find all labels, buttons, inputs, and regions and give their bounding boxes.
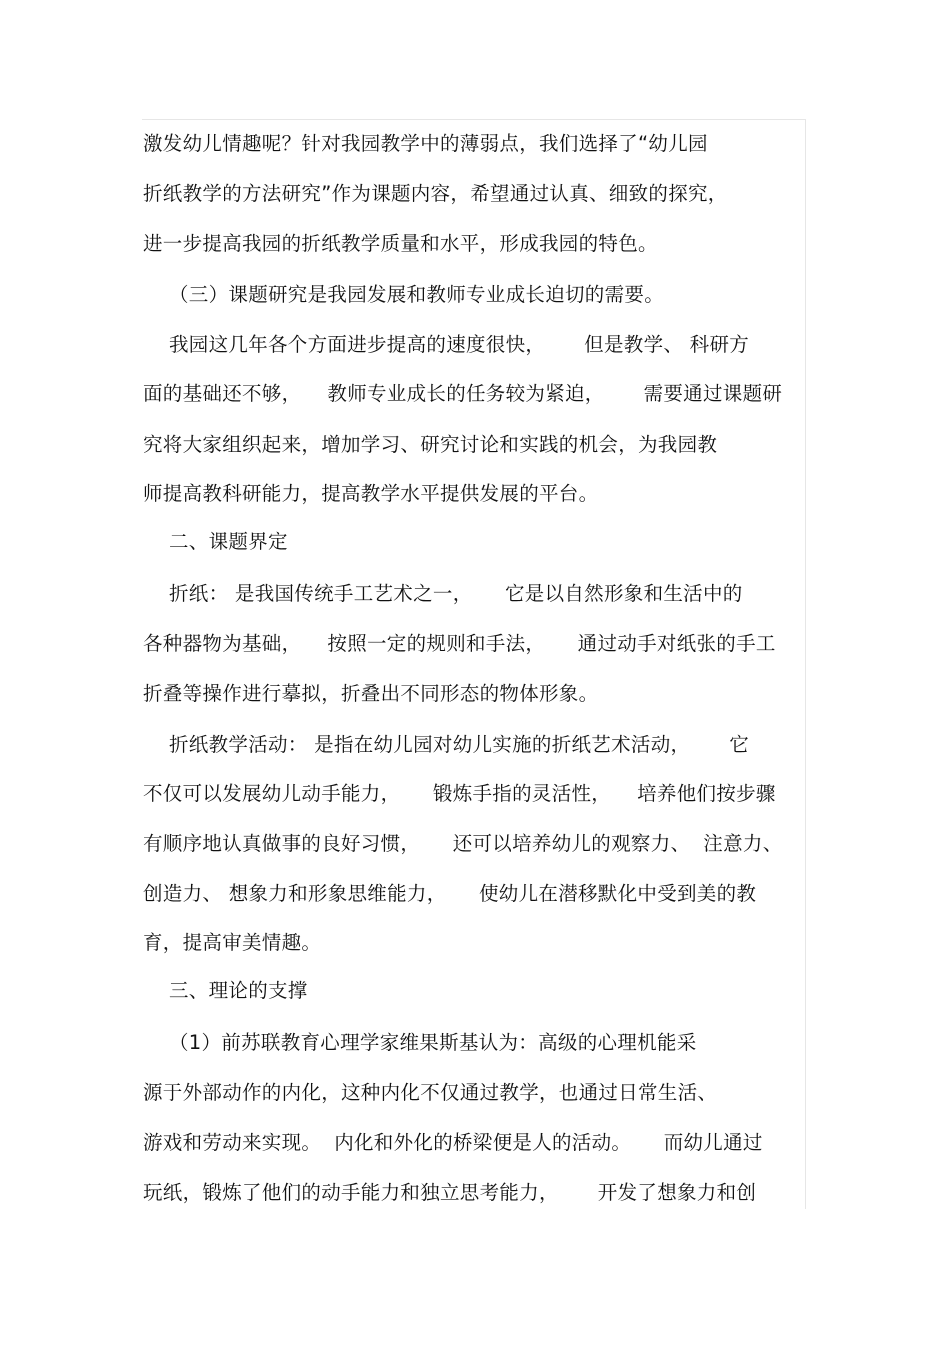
text-line: 折纸： 是我国传统手工艺术之一， 它是以自然形象和生活中的 bbox=[143, 582, 743, 605]
text-line: 创造力、 想象力和形象思维能力， 使幼儿在潜移默化中受到美的教 bbox=[143, 882, 757, 905]
text-line: 究将大家组织起来，增加学习、研究讨论和实践的机会，为我园教 bbox=[143, 433, 718, 456]
section-heading: 三、理论的支撑 bbox=[143, 979, 308, 1002]
text-line: 育，提高审美情趣。 bbox=[143, 931, 322, 954]
text-line: 激发幼儿情趣呢？针对我园教学中的薄弱点，我们选择了“幼儿园 bbox=[143, 132, 708, 155]
text-line: 不仅可以发展幼儿动手能力， 锻炼手指的灵活性， 培养他们按步骤 bbox=[143, 782, 776, 805]
text-line: 进一步提高我园的折纸教学质量和水平，形成我园的特色。 bbox=[143, 232, 658, 255]
section-heading: （三）课题研究是我园发展和教师专业成长迫切的需要。 bbox=[143, 283, 664, 306]
text-line: （1）前苏联教育心理学家维果斯基认为：高级的心理机能采 bbox=[143, 1031, 697, 1054]
text-line: 各种器物为基础， 按照一定的规则和手法， 通过动手对纸张的手工 bbox=[143, 632, 776, 655]
text-line: 面的基础还不够， 教师专业成长的任务较为紧迫， 需要通过课题研 bbox=[143, 382, 783, 405]
text-line: 源于外部动作的内化，这种内化不仅通过教学，也通过日常生活、 bbox=[143, 1081, 718, 1104]
text-line: 有顺序地认真做事的良好习惯， 还可以培养幼儿的观察力、 注意力、 bbox=[143, 832, 783, 855]
text-line: 师提高教科研能力，提高教学水平提供发展的平台。 bbox=[143, 482, 599, 505]
text-line: 游戏和劳动来实现。 内化和外化的桥梁便是人的活动。 而幼儿通过 bbox=[143, 1131, 763, 1154]
text-line: 我园这几年各个方面进步提高的速度很快， 但是教学、 科研方 bbox=[143, 333, 750, 356]
text-line: 折叠等操作进行摹拟，折叠出不同形态的物体形象。 bbox=[143, 682, 599, 705]
section-heading: 二、课题界定 bbox=[143, 530, 288, 553]
text-line: 折纸教学的方法研究”作为课题内容，希望通过认真、细致的探究， bbox=[143, 182, 728, 205]
text-line: 玩纸，锻炼了他们的动手能力和独立思考能力， 开发了想象力和创 bbox=[143, 1181, 757, 1204]
text-line: 折纸教学活动： 是指在幼儿园对幼儿实施的折纸艺术活动， 它 bbox=[143, 733, 750, 756]
